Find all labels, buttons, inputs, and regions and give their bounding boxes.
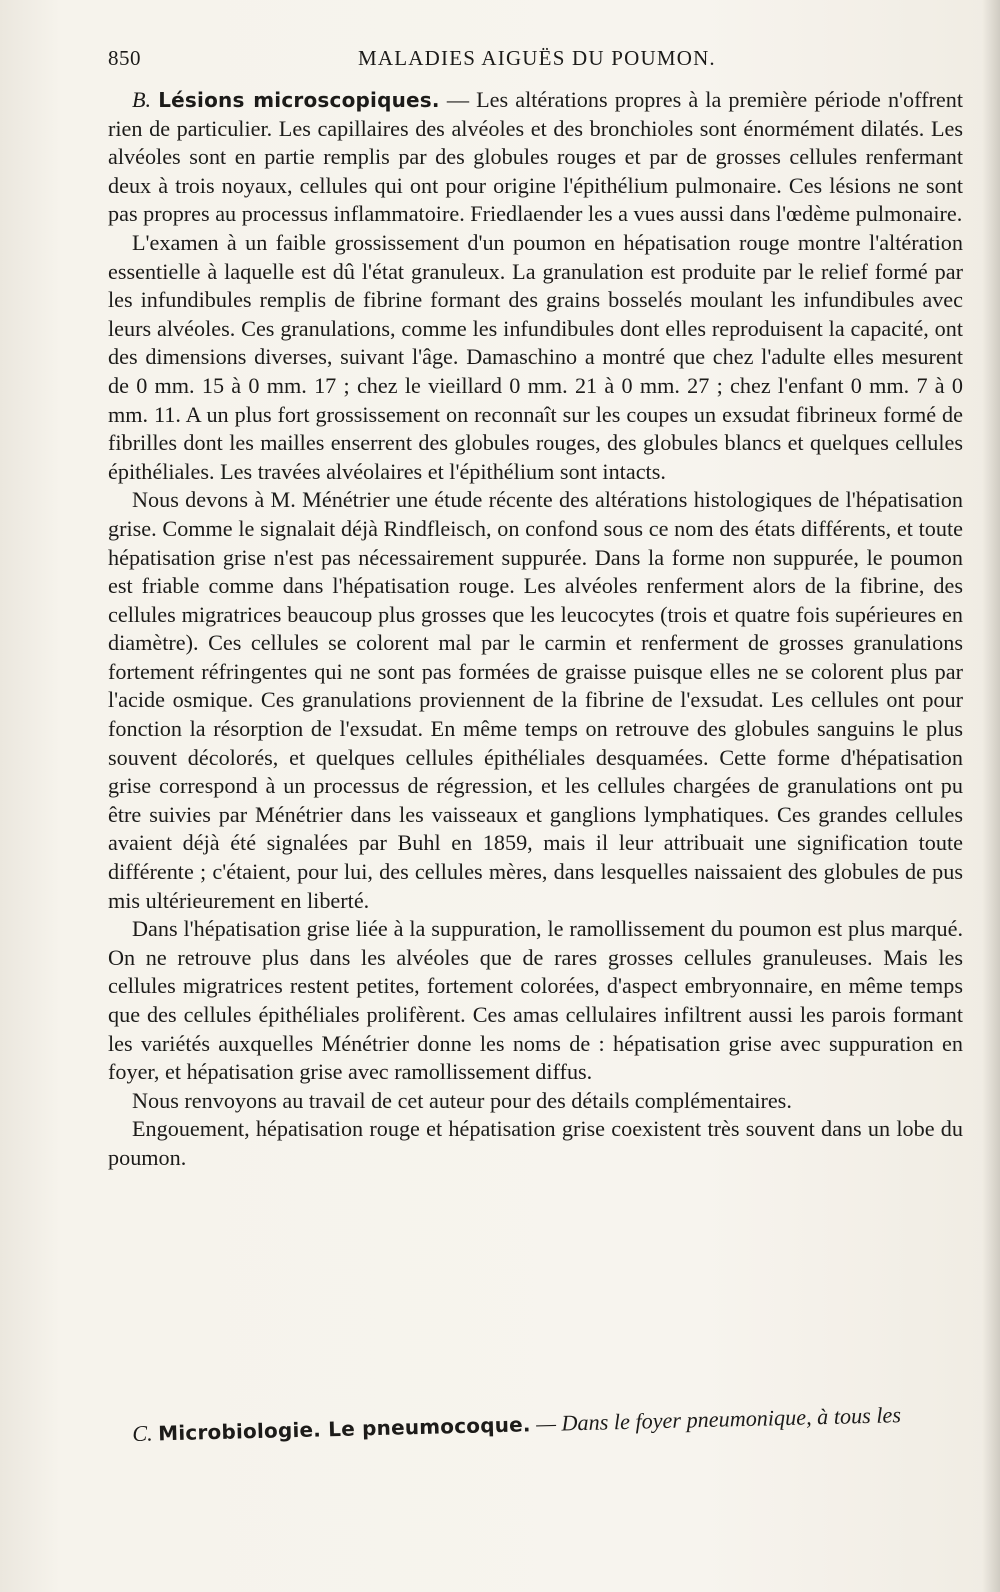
- paragraph-1: [108, 86, 963, 229]
- section-b-body: [108, 86, 963, 1173]
- running-title: MALADIES AIGUËS DU POUMON.: [358, 46, 716, 70]
- section-b-heading: Lésions microscopiques.: [158, 88, 440, 112]
- paragraph-4: Dans l'hépatisation grise liée à la suppuration, le ramollissement du poumon est plus marqué. On ne retrouve plus dans les alvéoles que de rares grosses cellules granuleuses. Mais les cellules migratrices restent petites, fortement colorées, d'aspect embryonnaire, en même temps que des cellules épithéliales prolifèrent. Ces amas cellulaires infiltrent aussi les parois formant les variétés auxquelles Ménétrier donne les noms de : hépatisation grise avec suppuration en foyer, et hépatisation grise avec ramollissement diffus.: [108, 916, 963, 1085]
- section-c-letter: C.: [132, 1420, 153, 1446]
- section-b-letter: B.: [132, 87, 152, 112]
- paragraph-1-text: — Les altérations propres à la première période n'offrent rien de particulier. Les capillaires des alvéoles et des bronchioles sont énormément dilatés. Les alvéoles sont en partie remplis par des globules rouges et par de grosses cellules renfermant deux à trois noyaux, cellules qui ont pour origine l'épithélium pulmonaire. Ces lésions ne sont pas propres au processus inflammatoire. Friedlaender les a vues aussi dans l'œdème pulmonaire.: [108, 87, 963, 227]
- paragraph-6: Engouement, hépatisation rouge et hépatisation grise coexistent très souvent dans un lobe du poumon.: [108, 1116, 963, 1170]
- paragraph-3: Nous devons à M. Ménétrier une étude récente des altérations histologiques de l'hépatisation grise. Comme le signalait déjà Rindfleisch, on confond sous ce nom des états différents, et toute hépatisation grise n'est pas nécessairement suppurée. Dans la forme non suppurée, le poumon est friable comme dans l'hépatisation rouge. Les alvéoles renferment alors de la fibrine, des cellules migratrices beaucoup plus grosses que les leucocytes (trois et quatre fois supérieures en diamètre). Ces cellules se colorent mal par le carmin et renferment de grosses granulations fortement réfringentes qui ne sont pas formées de graisse puisque elles ne se colorent plus par l'acide osmique. Ces granulations proviennent de la fibrine de l'exsudat. Les cellules ont pour fonction la résorption de l'exsudat. En même temps on retrouve des globules sanguins le plus souvent décolorés, et quelques cellules épithéliales desquamées. Cette forme d'hépatisation grise correspond à un processus de régression, et les cellules chargées de granulations ont pu être suivies par Ménétrier dans les vaisseaux et ganglions lymphatiques. Ces grandes cellules avaient déjà été signalées par Buhl en 1859, mais il leur attribuait une signification toute différente ; c'étaient, pour lui, des cellules mères, dans lesquelles naissaient des globules de pus mis ultérieurement en liberté.: [108, 487, 963, 913]
- section-c-text: — Dans le foyer pneumonique, à tous les: [535, 1402, 902, 1437]
- page-number: 850: [108, 46, 141, 70]
- page-header: [108, 46, 928, 76]
- paragraph-2: L'examen à un faible grossissement d'un poumon en hépatisation rouge montre l'altération essentielle à laquelle est dû l'état granuleux. La granulation est produite par le relief formé par les infundibules remplis de fibrine formant des grains bosselés moulant les infundibules avec leurs alvéoles. Ces granulations, comme les infundibules dont elles reproduisent la capacité, ont des dimensions diverses, suivant l'âge. Damaschino a montré que chez l'adulte elles mesurent de 0 mm. 15 à 0 mm. 17 ; chez le vieillard 0 mm. 21 à 0 mm. 27 ; chez l'enfant 0 mm. 7 à 0 mm. 11. A un plus fort grossissement on reconnaît sur les coupes un exsudat fibrineux formé de fibrilles dont les mailles enserrent des globules rouges, des globules blancs et quelques cellules épithéliales. Les travées alvéolaires et l'épithélium sont intacts.: [108, 229, 963, 484]
- page-gutter-shadow: [982, 0, 1000, 1592]
- paragraph-5: Nous renvoyons au travail de cet auteur pour des détails complémentaires.: [132, 1087, 792, 1113]
- section-c-heading: Microbiologie. Le pneumocoque.: [157, 1412, 531, 1446]
- section-c-heading-line: [132, 1400, 962, 1448]
